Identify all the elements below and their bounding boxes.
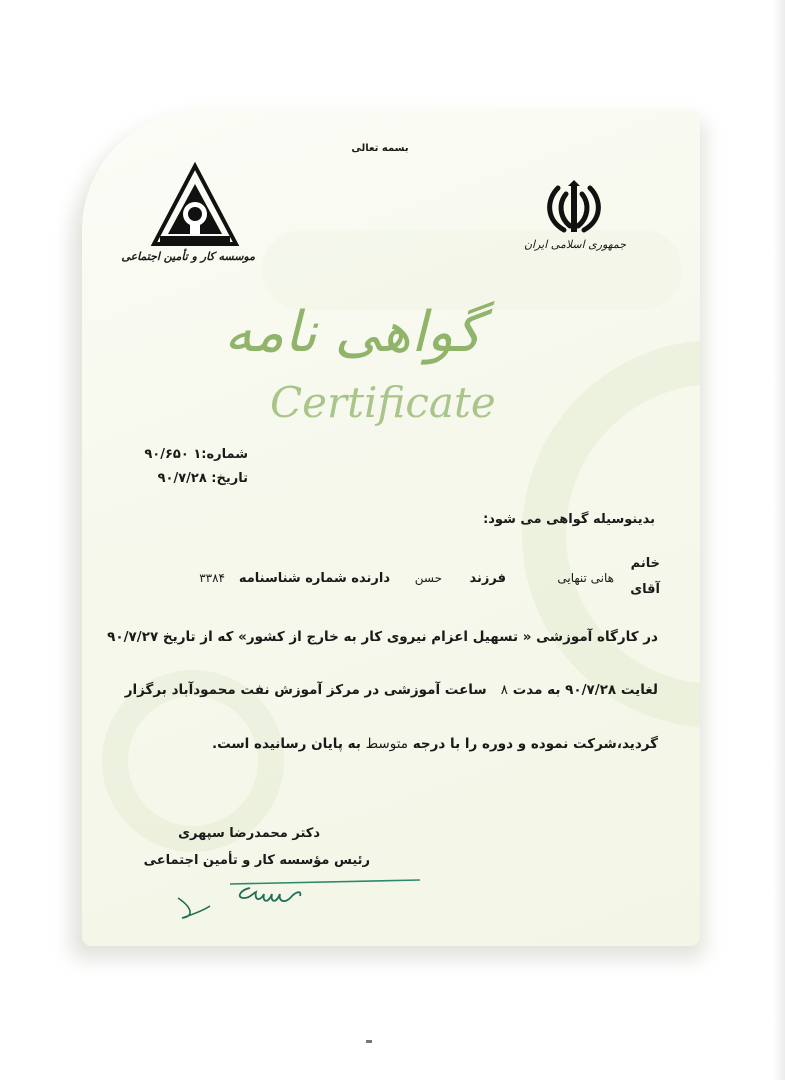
- grade: متوسط: [365, 736, 409, 752]
- training-hours: ۸: [500, 682, 509, 698]
- title-persian: گواهی نامه: [224, 300, 482, 365]
- recipient-name: هانی تنهایی: [557, 571, 614, 585]
- honorific-female: خانم: [630, 556, 660, 571]
- intro-text: بدینوسیله گواهی می شود:: [483, 512, 655, 527]
- body-line-2: [120, 682, 658, 698]
- watermark-circle: [522, 340, 700, 728]
- body-line-2-start: لغایت ۹۰/۷/۲۸ به مدت: [512, 682, 658, 698]
- iran-emblem-icon: [544, 180, 604, 236]
- body-line-1: در کارگاه آموزشی « تسهیل اعزام نیروی کار به خارج از کشور» که از تاریخ ۹۰/۷/۲۷: [107, 629, 658, 645]
- certificate-number: شماره:۱ ۹۰/۶۵۰: [144, 447, 248, 462]
- handwritten-signature: [170, 876, 420, 926]
- title-english: Certificate: [270, 378, 496, 427]
- body-line-3: [200, 736, 658, 752]
- basmala: بسمه تعالی: [351, 143, 409, 154]
- honorific-male: آقای: [630, 582, 660, 597]
- child-of-label: فرزند: [469, 571, 506, 586]
- body-line-3-start: گردید،شرکت نموده و دوره را با درجه: [412, 736, 658, 752]
- institute-caption: موسسه کار و تأمین اجتماعی: [121, 250, 255, 263]
- signatory-position: رئیس مؤسسه کار و تأمین اجتماعی: [143, 853, 370, 868]
- page-edge: [773, 0, 785, 1080]
- footer-mark: [366, 1040, 372, 1043]
- institute-logo-icon: [150, 162, 240, 250]
- id-label: دارنده شماره شناسنامه: [238, 571, 390, 586]
- signatory-name: دکتر محمدرضا سپهری: [178, 826, 320, 841]
- certificate-date: تاریخ: ۹۰/۷/۲۸: [157, 471, 248, 486]
- republic-caption: جمهوری اسلامی ایران: [523, 238, 627, 251]
- id-number: ۳۳۸۴: [199, 571, 225, 585]
- body-line-3-end: به پایان رسانیده است.: [211, 736, 361, 752]
- body-line-2-end: ساعت آموزشی در مرکز آموزش نفت محمودآباد برگزار: [124, 682, 487, 698]
- father-name: حسن: [414, 571, 442, 585]
